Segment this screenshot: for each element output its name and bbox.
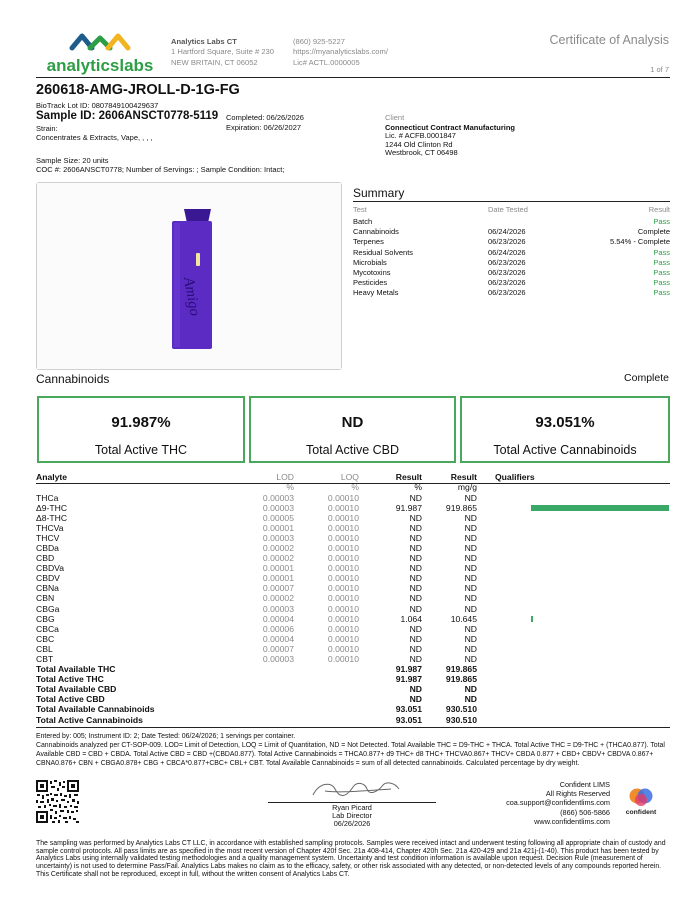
col-lod: LOD — [276, 472, 294, 482]
total-loq — [294, 664, 359, 674]
total-active-cannabinoids-label: Total Active Cannabinoids — [493, 443, 637, 457]
summary-test-date: 06/23/2026 — [488, 288, 526, 298]
analyte-result-percent: ND — [409, 542, 422, 553]
analyte-result-percent: ND — [409, 603, 422, 614]
total-lod — [216, 704, 294, 714]
summary-rows — [353, 217, 670, 299]
total-active-thc-label: Total Active THC — [94, 443, 188, 457]
analyte-qualifier — [477, 563, 670, 573]
summary-test-date: 06/23/2026 — [488, 257, 526, 267]
table-row — [36, 593, 670, 603]
lab-name: Analytics Labs CT — [171, 37, 237, 46]
analyte-name: CBC — [36, 633, 55, 644]
summary-row — [353, 288, 670, 298]
client-name: Connecticut Contract Manufacturing — [385, 123, 516, 133]
total-row — [36, 674, 670, 684]
confident-logo-icon — [620, 787, 662, 809]
analyte-result-mg: ND — [464, 492, 477, 503]
analyte-lod: 0.00003 — [262, 603, 294, 614]
total-result-mg: ND — [464, 694, 477, 705]
analyte-result-percent: 91.987 — [395, 502, 422, 513]
summary-test-name: Heavy Metals — [353, 288, 399, 298]
total-result-mg: 930.510 — [445, 704, 477, 715]
analyte-result-mg: ND — [464, 633, 477, 644]
analyte-lod: 0.00001 — [262, 573, 294, 584]
total-loq — [294, 684, 359, 694]
summary-test-result: Pass — [653, 257, 670, 267]
total-result-percent: 91.987 — [395, 674, 422, 685]
client-license: Lic. # ACFB.0001847 — [385, 131, 456, 141]
analyte-loq: 0.00010 — [327, 613, 359, 624]
summary-row — [353, 227, 670, 237]
table-row — [36, 513, 670, 523]
analyte-result-percent: ND — [409, 654, 422, 664]
table-row — [36, 573, 670, 583]
analyte-qualifier — [477, 644, 670, 654]
lab-address-line1: 1 Hartford Square, Suite # 230 — [171, 47, 275, 57]
total-row — [36, 715, 670, 725]
table-bottom-divider — [36, 727, 670, 728]
summary-test-date: 06/23/2026 — [488, 237, 526, 247]
analyte-result-mg: 919.865 — [445, 502, 477, 513]
analyte-result-mg: ND — [464, 593, 477, 604]
sample-dates — [226, 113, 304, 134]
analyte-qualifier — [477, 523, 670, 533]
unit-result-percent: % — [414, 482, 422, 492]
summary-test-name: Pesticides — [353, 278, 388, 288]
analyticslabs-logo — [40, 30, 160, 76]
analyte-result-percent: ND — [409, 643, 422, 654]
total-lod — [216, 664, 294, 674]
analyte-result-mg: ND — [464, 643, 477, 654]
lims-info — [506, 780, 610, 826]
lab-website-link[interactable]: https://myanalyticslabs.com/ — [293, 47, 388, 57]
analyte-result-mg: ND — [464, 623, 477, 634]
vape-pen-image — [37, 183, 341, 369]
summary-test-result: Pass — [653, 267, 670, 277]
expiration-date: Expiration: 06/26/2027 — [226, 123, 302, 133]
signer-title: Lab Director — [332, 811, 372, 821]
summary-test-result: Pass — [653, 288, 670, 298]
analyte-lod: 0.00001 — [262, 563, 294, 574]
analyte-result-mg: ND — [464, 512, 477, 523]
lab-license: Lic# ACTL.0000005 — [293, 57, 360, 67]
summary-test-date: 06/24/2026 — [488, 247, 526, 257]
biotrack-lot-id: BioTrack Lot ID: 0807849100429637 — [36, 101, 159, 110]
analyte-result-percent: ND — [409, 583, 422, 594]
total-qualifier — [477, 704, 670, 714]
director-signature — [305, 777, 405, 803]
summary-test-name: Residual Solvents — [353, 247, 414, 257]
cannabinoid-notes — [36, 733, 670, 769]
total-loq — [294, 674, 359, 684]
table-row — [36, 634, 670, 644]
table-units-row — [36, 483, 670, 493]
total-active-cannabinoids-box — [460, 396, 670, 463]
sample-id: Sample ID: 2606ANSCT0778-5119 — [36, 110, 219, 122]
analyte-name: CBL — [36, 643, 53, 654]
analyte-loq: 0.00010 — [327, 492, 359, 503]
analyte-loq: 0.00010 — [327, 573, 359, 584]
total-qualifier — [477, 674, 670, 684]
total-active-cbd-value: ND — [341, 414, 364, 431]
total-result-percent: 93.051 — [395, 704, 422, 715]
total-lod — [216, 684, 294, 694]
total-name: Total Available Cannabinoids — [36, 704, 155, 715]
lims-email-link[interactable]: coa.support@confidentlims.com — [506, 798, 610, 808]
notes-method-line: Cannabinoids analyzed per CT-SOP-009. LOD= Limit of Detection, LOQ = Limit of Quantitation, ND = Not Detected. Total Available THC = D9-THC + THCA. Total Active THC = D9-THC + (THCA0.877). Total Available CBD = CBD + CBDA. Total Active CBD = CBD +(CBDA0.877). Total Active Cannabinoids = THCA0.877+ d9 THC+ d8 THC+ THCVA0.867+ THCV+ CBDA 0.877 + CBD+ CBDV+ CBDVA 0.867+ CBNA0.876+ CBN + CBGA0.878+ CBG + CBCA*0.877+CBC+ CBL+ CBT. Total Available Cannabinoids = sum of all detected cannabinoids. Calculated percentage by dry weight. — [36, 741, 665, 767]
summary-test-date: 06/23/2026 — [488, 267, 526, 277]
total-qualifier — [477, 684, 670, 694]
lims-rights: All Rights Reserved — [545, 789, 610, 799]
summary-row — [353, 237, 670, 247]
total-loq — [294, 704, 359, 714]
completed-date: Completed: 06/26/2026 — [226, 113, 304, 122]
result-bar — [531, 616, 533, 622]
total-active-thc-value: 91.987% — [111, 414, 171, 431]
summary-test-date — [488, 217, 578, 227]
analyte-loq: 0.00010 — [327, 532, 359, 543]
analyte-lod: 0.00004 — [262, 613, 294, 624]
summary-test-name: Mycotoxins — [353, 267, 391, 277]
analyte-result-percent: ND — [409, 623, 422, 634]
strain-info — [36, 124, 153, 142]
col-result-percent: Result — [395, 472, 422, 482]
total-result-percent: 93.051 — [395, 714, 422, 725]
summary-test-result: 5.54% - Complete — [609, 237, 670, 247]
analyte-name: THCa — [36, 492, 59, 503]
summary-col-date: Date Tested — [488, 205, 528, 214]
cannabinoids-title: Cannabinoids — [36, 372, 110, 386]
analyte-qualifier — [477, 604, 670, 614]
sample-size-info — [36, 157, 284, 174]
total-row — [36, 684, 670, 694]
summary-test-result: Pass — [653, 278, 670, 288]
client-address-line1: 1244 Old Clinton Rd — [385, 139, 453, 149]
analyte-qualifier — [477, 614, 670, 624]
cannabinoids-status: Complete — [624, 372, 669, 384]
signer-name: Ryan Picard — [332, 803, 372, 812]
summary-test-result: Pass — [653, 247, 670, 257]
analyte-lod: 0.00003 — [262, 502, 294, 513]
total-active-cbd-box — [249, 396, 456, 463]
analyte-qualifier — [477, 513, 670, 523]
summary-test-name: Batch — [353, 217, 373, 226]
analyte-qualifier — [477, 553, 670, 563]
analyte-lod: 0.00003 — [262, 532, 294, 543]
analyte-name: Δ8-THC — [36, 512, 68, 523]
total-name: Total Available THC — [36, 664, 116, 675]
logo-text: analyticslabs — [46, 56, 154, 75]
table-row — [36, 614, 670, 624]
analyte-lod: 0.00003 — [262, 492, 294, 503]
analyte-result-percent: ND — [409, 492, 422, 503]
analyte-rows — [36, 493, 670, 665]
analyte-result-mg: ND — [464, 553, 477, 564]
analyte-result-mg: ND — [464, 583, 477, 594]
analyte-qualifier — [477, 654, 670, 664]
summary-test-name: Microbials — [353, 257, 387, 267]
analyte-loq: 0.00010 — [327, 563, 359, 574]
summary-row — [353, 248, 670, 258]
total-result-mg: 930.510 — [445, 714, 477, 725]
confident-logo — [620, 787, 662, 820]
analyte-result-percent: ND — [409, 633, 422, 644]
analyte-lod: 0.00002 — [262, 553, 294, 564]
analyte-qualifier — [477, 634, 670, 644]
client-address-line2: Westbrook, CT 06498 — [385, 147, 458, 157]
lab-contact — [293, 37, 388, 68]
analyte-result-mg: ND — [464, 563, 477, 574]
document-title: Certificate of Analysis — [549, 33, 669, 47]
col-analyte: Analyte — [36, 472, 68, 482]
total-result-mg: ND — [464, 684, 477, 695]
analyte-name: CBDV — [36, 573, 60, 584]
analyte-qualifier — [477, 543, 670, 553]
summary-row — [353, 268, 670, 278]
signer-block — [268, 804, 436, 829]
table-row — [36, 523, 670, 533]
analyte-qualifier — [477, 583, 670, 593]
analyte-result-mg: ND — [464, 532, 477, 543]
analyte-lod: 0.00002 — [262, 542, 294, 553]
total-result-percent: ND — [409, 694, 422, 705]
result-bar — [531, 505, 669, 511]
analyte-qualifier — [477, 573, 670, 583]
table-row — [36, 533, 670, 543]
unit-lod: % — [286, 482, 294, 492]
analyte-result-percent: ND — [409, 532, 422, 543]
summary-header-row — [353, 205, 670, 217]
analyte-result-mg: ND — [464, 654, 477, 664]
lab-address-line2: NEW BRITAIN, CT 06052 — [171, 57, 258, 67]
analyte-result-percent: 1.064 — [400, 613, 422, 624]
analyte-lod: 0.00003 — [262, 654, 294, 664]
analyte-lod: 0.00007 — [262, 583, 294, 594]
summary-test-name: Cannabinoids — [353, 227, 399, 237]
total-qualifier — [477, 664, 670, 674]
analyte-loq: 0.00010 — [327, 593, 359, 604]
analyte-name: CBNa — [36, 583, 59, 594]
analyte-loq: 0.00010 — [327, 522, 359, 533]
total-name: Total Active Cannabinoids — [36, 714, 143, 725]
analyte-loq: 0.00010 — [327, 542, 359, 553]
lims-name: Confident LIMS — [559, 780, 610, 789]
total-result-percent: 91.987 — [395, 664, 422, 675]
total-lod — [216, 674, 294, 684]
analyte-lod: 0.00002 — [262, 593, 294, 604]
analyte-lod: 0.00001 — [262, 522, 294, 533]
total-result-mg: 919.865 — [445, 674, 477, 685]
analyte-qualifier — [477, 624, 670, 634]
analyte-result-mg: ND — [464, 542, 477, 553]
table-row — [36, 553, 670, 563]
summary-test-date: 06/23/2026 — [488, 278, 526, 288]
analyte-loq: 0.00010 — [327, 623, 359, 634]
client-info — [385, 114, 515, 157]
analyte-name: CBG — [36, 613, 55, 624]
analyte-name: CBGa — [36, 603, 60, 614]
analyte-result-percent: ND — [409, 553, 422, 564]
client-heading: Client — [385, 113, 405, 122]
analyte-qualifier — [477, 533, 670, 543]
analyte-result-mg: ND — [464, 603, 477, 614]
cannabinoid-table — [36, 472, 670, 725]
total-row — [36, 664, 670, 674]
sample-title: 260618-AMG-JROLL-D-1G-FG — [36, 82, 240, 98]
analyte-name: CBT — [36, 654, 54, 664]
header-divider — [36, 77, 670, 78]
summary-row — [353, 258, 670, 268]
table-row — [36, 583, 670, 593]
analyte-result-mg: ND — [464, 522, 477, 533]
lims-phone: (866) 506-5866 — [560, 807, 610, 817]
unit-loq: % — [351, 482, 359, 492]
summary-test-date: 06/24/2026 — [488, 227, 526, 237]
table-row — [36, 654, 670, 664]
analyte-lod: 0.00007 — [262, 643, 294, 654]
analyte-result-percent: ND — [409, 593, 422, 604]
total-lod — [216, 694, 294, 704]
analyte-name: CBN — [36, 593, 55, 604]
analyte-name: CBD — [36, 553, 55, 564]
analyte-lod: 0.00004 — [262, 633, 294, 644]
summary-table — [353, 205, 670, 299]
analyte-loq: 0.00010 — [327, 603, 359, 614]
table-row — [36, 543, 670, 553]
summary-col-result: Result — [648, 205, 670, 214]
col-qualifiers: Qualifiers — [495, 472, 535, 482]
analyte-loq: 0.00010 — [327, 654, 359, 664]
unit-result-mg: mg/g — [457, 482, 477, 492]
summary-row — [353, 278, 670, 288]
analyte-loq: 0.00010 — [327, 553, 359, 564]
analyte-name: THCV — [36, 532, 60, 543]
total-loq — [294, 694, 359, 704]
analyte-loq: 0.00010 — [327, 583, 359, 594]
analyte-name: CBCa — [36, 623, 59, 634]
analyte-loq: 0.00010 — [327, 502, 359, 513]
notes-entry-line: Entered by: 005; Instrument ID: 2; Date Tested: 06/24/2026; 1 servings per container. — [36, 733, 296, 740]
summary-col-test: Test — [353, 205, 367, 214]
analyte-result-mg: ND — [464, 573, 477, 584]
total-result-percent: ND — [409, 684, 422, 695]
analyte-qualifier — [477, 593, 670, 603]
analyte-qualifier — [477, 503, 670, 513]
analyte-result-percent: ND — [409, 522, 422, 533]
summary-test-result: Pass — [653, 217, 670, 226]
strain-label: Strain: — [36, 124, 58, 133]
analyte-name: THCVa — [36, 522, 64, 533]
lab-info — [171, 37, 274, 68]
col-result-mg: Result — [450, 472, 477, 482]
total-rows — [36, 664, 670, 725]
analyte-result-percent: ND — [409, 573, 422, 584]
qr-code[interactable] — [36, 780, 79, 823]
analyte-result-mg: 10.645 — [450, 613, 477, 624]
lab-phone: (860) 925-5227 — [293, 37, 345, 46]
total-qualifier — [477, 715, 670, 725]
table-row — [36, 503, 670, 513]
page-number: 1 of 7 — [650, 65, 669, 74]
total-name: Total Available CBD — [36, 684, 117, 695]
total-active-cannabinoids-value: 93.051% — [535, 414, 595, 431]
summary-divider — [353, 201, 670, 202]
table-row — [36, 624, 670, 634]
analyte-loq: 0.00010 — [327, 643, 359, 654]
total-name: Total Active CBD — [36, 694, 105, 705]
total-lod — [216, 715, 294, 725]
col-loq: LOQ — [340, 472, 359, 482]
product-photo — [36, 182, 342, 370]
analyte-name: CBDa — [36, 542, 59, 553]
signer-date: 06/26/2026 — [333, 819, 371, 829]
disclaimer: The sampling was performed by Analytics Labs CT LLC, in accordance with established sampling protocols. Samples were received intact and underwent testing following all appropriate chain of custody and sample control protocols. All pass limits are as specified in the most recent version of Chapter 420f Sec. 21a 408-414, Chapter 420h Sec. 21a 420-429 and 21a 421j-(1-40). This product has been tested by Analytics Labs using internally validated testing methodologies and a quality management system. Uncertainty and test condition information is available upon request. Decision Rule (measurement of uncertainty) is not used to determine Pass/Fail. Analytics Labs makes no claim as to the efficacy, safety, or other risk associated with any detected, or non-detected levels of any compounds reported herein. This Certificate shall not be reproduced, except in full, without the written consent of Analytics Labs CT. — [36, 840, 666, 878]
total-row — [36, 704, 670, 714]
product-brand-text: Amigo — [180, 275, 203, 318]
analyte-result-percent: ND — [409, 512, 422, 523]
summary-test-name: Terpenes — [353, 237, 384, 247]
analyte-name: Δ9-THC — [36, 502, 68, 513]
table-row — [36, 563, 670, 573]
total-active-thc-box — [37, 396, 245, 463]
sample-size: Sample Size: 20 units — [36, 156, 109, 165]
analyte-loq: 0.00010 — [327, 512, 359, 523]
table-row — [36, 493, 670, 503]
total-qualifier — [477, 694, 670, 704]
chain-of-custody: COC #: 2606ANSCT0778; Number of Servings: ; Sample Condition: Intact; — [36, 164, 285, 174]
total-result-mg: 919.865 — [445, 664, 477, 675]
table-row — [36, 644, 670, 654]
analyte-loq: 0.00010 — [327, 633, 359, 644]
total-row — [36, 694, 670, 704]
table-row — [36, 604, 670, 614]
analyte-name: CBDVa — [36, 563, 65, 574]
analyte-qualifier — [477, 493, 670, 503]
lims-website-link[interactable]: www.confidentlims.com — [534, 816, 610, 826]
total-active-cbd-label: Total Active CBD — [305, 443, 400, 457]
total-name: Total Active THC — [36, 674, 104, 685]
summary-title: Summary — [353, 186, 405, 200]
confident-logo-text: confident — [625, 809, 657, 816]
total-loq — [294, 715, 359, 725]
analyte-lod: 0.00005 — [262, 512, 294, 523]
analyte-lod: 0.00006 — [262, 623, 294, 634]
summary-row — [353, 217, 670, 227]
summary-test-result: Complete — [637, 227, 670, 237]
sample-category: Concentrates & Extracts, Vape, , , , — [36, 133, 153, 142]
analyte-result-percent: ND — [409, 563, 422, 574]
